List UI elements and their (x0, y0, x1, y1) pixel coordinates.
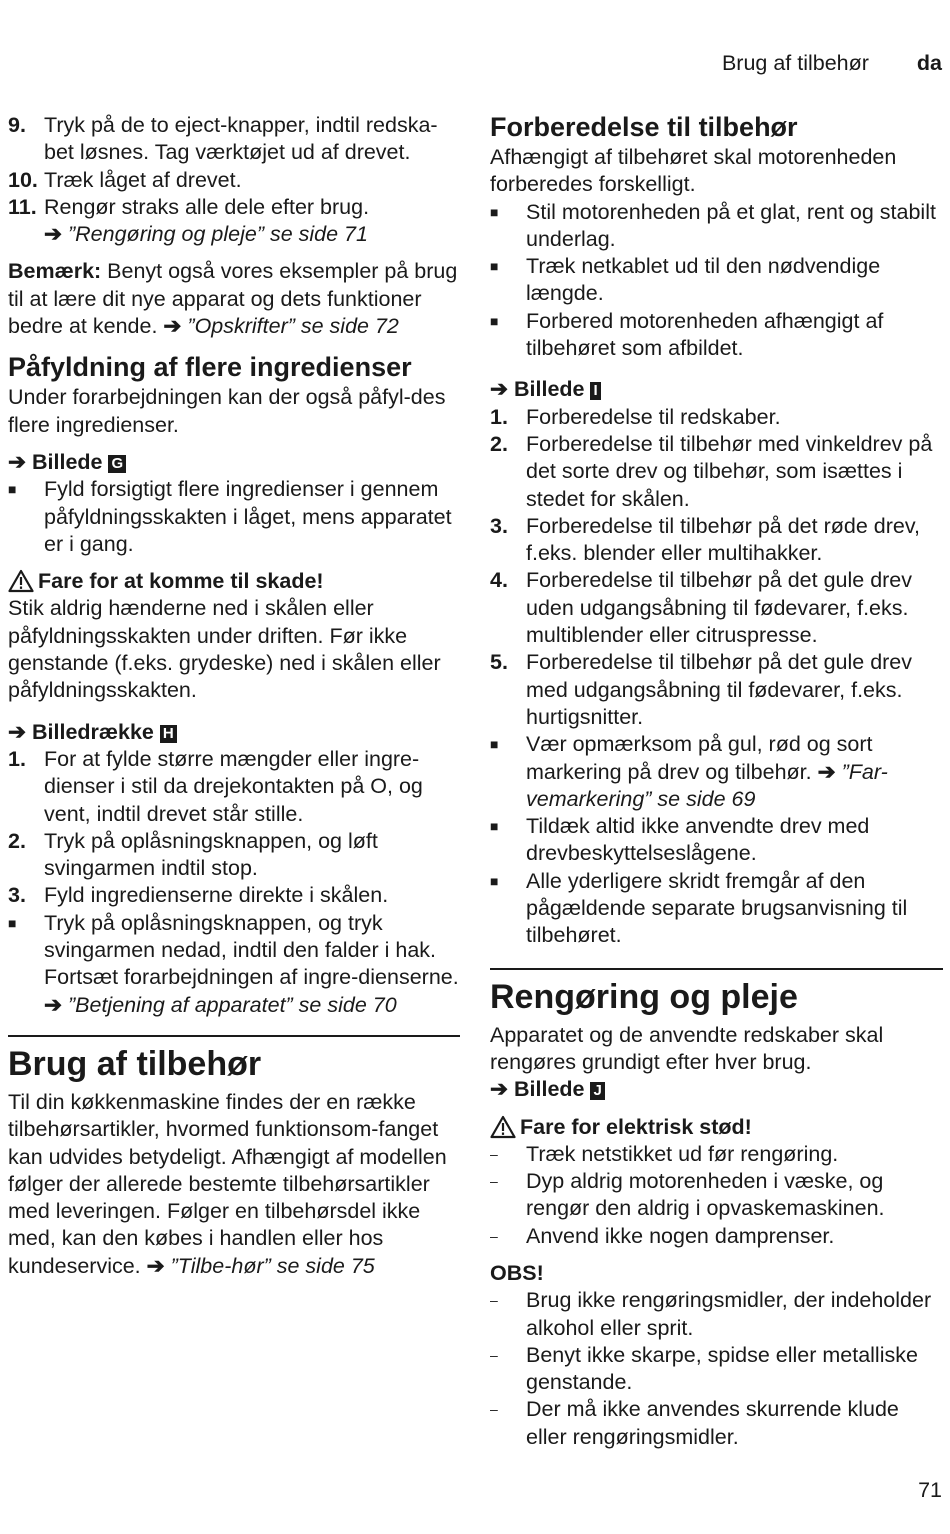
step-item: 9. Tryk på de to eject-knapper, indtil redska-bet løsnes. Tag værktøjet ud af drevet. (8, 113, 438, 165)
dash-item: – Dyp aldrig motorenheden i væske, og rengør den aldrig i opvaskemaskinen. (490, 1169, 885, 1221)
step-item: 10. Træk låget af drevet. (8, 167, 242, 192)
square-bullet-icon: ■ (490, 258, 499, 275)
dash-item: – Benyt ikke skarpe, spidse eller metalliske genstande. (490, 1342, 918, 1395)
figure-reference: ➔ Billede I (490, 376, 943, 403)
step-item: 1. For at fylde større mængder eller ingre-dienser i stil da drejekontakten på O, og vent, indtil drevet står stille. (8, 746, 423, 826)
figure-reference: ➔ Billedrække H (8, 719, 460, 746)
step-item: 3. Forberedelse til tilbehør på det røde drev, f.eks. blender eller multihakker. (490, 513, 920, 566)
paragraph: Under forarbejdningen kan der også påfyl-des flere ingredienser. (8, 385, 446, 437)
square-bullet-icon: ■ (490, 818, 499, 835)
chapter-heading: Brug af tilbehør (8, 1035, 460, 1083)
reference-link[interactable]: ”Betjening af apparatet” se side 70 (68, 992, 397, 1017)
square-bullet-icon: ■ (8, 914, 17, 931)
warning-text: Stik aldrig hænderne ned i skålen eller påfyldningsskakten under driften. Før ikke genstande (f.eks. grydeske) ned i skålen eller påfyldningsskakten. (8, 596, 441, 703)
bullet-item: ■ Fyld forsigtigt flere ingredienser i gennem påfyldningsskakten i låget, mens apparatet er i gang. (8, 476, 460, 558)
square-bullet-icon: ■ (490, 203, 499, 220)
dash-item: – Brug ikke rengøringsmidler, der indeholder alkohol eller sprit. (490, 1288, 932, 1340)
page-number: 71 (918, 1477, 942, 1502)
dash-item: – Træk netstikket ud før rengøring. (490, 1141, 839, 1166)
bullet-item: ■ Tryk på oplåsningsknappen, og tryk svingarmen nedad, indtil den falder i hak. Fortsæt forarbejdningen af ingre-dienserne. ➔ ”Betjening af apparatet” se side 70 (8, 910, 460, 1019)
warning-heading: Fare for elektrisk stød! (490, 1114, 943, 1141)
arrow-right-icon: ➔ (163, 314, 182, 339)
section-heading: Påfyldning af flere ingredienser (8, 352, 412, 383)
square-bullet-icon: ■ (490, 736, 499, 753)
bullet-item: ■ Stil motorenheden på et glat, rent og stabilt underlag. (490, 199, 943, 254)
bullet-item: ■ Tildæk altid ikke anvendte drev med drevbeskyttelseslågene. (490, 813, 943, 868)
arrow-right-icon: ➔ (44, 222, 63, 247)
header-language-code: da (916, 51, 942, 75)
obs-heading: OBS! (490, 1260, 544, 1285)
right-column (490, 112, 943, 1451)
paragraph: Apparatet og de anvendte redskaber skal rengøres grundigt efter hver brug. (490, 1022, 884, 1074)
square-bullet-icon: ■ (490, 872, 499, 889)
step-item: 2. Tryk på oplåsningsknappen, og løft svingarmen indtil stop. (8, 828, 378, 881)
figure-letter-badge: G (108, 455, 126, 473)
section-heading: Forberedelse til tilbehør (490, 112, 798, 142)
header-section-title: Brug af tilbehør (721, 51, 869, 75)
figure-reference: ➔ Billede J (490, 1076, 943, 1103)
page-header (722, 50, 942, 77)
figure-letter-badge: J (590, 1082, 604, 1100)
dash-item: – Anvend ikke nogen damprenser. (490, 1223, 835, 1248)
bullet-item: ■ Træk netkablet ud til den nødvendige længde. (490, 253, 943, 308)
paragraph: Afhængigt af tilbehøret skal motorenheden forberedes forskelligt. (490, 145, 897, 197)
arrow-right-icon: ➔ (490, 1077, 509, 1102)
bullet-item: ■ Alle yderligere skridt fremgår af den pågældende separate brugsanvisning til tilbehøret. (490, 868, 943, 950)
bullet-item: ■ Vær opmærksom på gul, rød og sort markering på drev og tilbehør. ➔ ”Far-vemarkering” se side 69 (490, 731, 943, 813)
arrow-right-icon: ➔ (8, 719, 27, 744)
arrow-right-icon: ➔ (490, 377, 509, 402)
figure-letter-badge: I (590, 382, 600, 400)
paragraph: Til din køkkenmaskine findes der en række tilbehørsartikler, hvormed funktionsom-fanget kan udvides betydeligt. Afhængigt af modellen følger der allerede bestemte tilbehørsartikler med leveringen. Følger en tilbehørsdel ikke med, kan den købes i handlen eller hos kundeservice. ➔ ”Tilbe-hør” se side 75 (8, 1089, 447, 1278)
left-column (8, 112, 460, 1280)
warning-heading: Fare for at komme til skade! (8, 568, 460, 595)
figure-reference: ➔ Billede G (8, 449, 460, 476)
step-item: 3. Fyld ingredienserne direkte i skålen. (8, 883, 389, 908)
arrow-right-icon: ➔ (8, 449, 27, 474)
reference-link[interactable]: ”Tilbe-hør” se side 75 (170, 1253, 375, 1278)
square-bullet-icon: ■ (8, 481, 17, 498)
dash-item: – Der må ikke anvendes skurrende klude eller rengøringsmidler. (490, 1397, 899, 1449)
reference-link[interactable]: ”Rengøring og pleje” se side 71 (68, 222, 368, 247)
step-item: 5. Forberedelse til tilbehør på det gule drev med udgangsåbning til fødevarer, f.eks. hurtigsnitter. (490, 650, 913, 729)
reference-link[interactable]: ”Far-vemarkering” se side 69 (526, 759, 888, 811)
step-item: 1. Forberedelse til redskaber. (490, 404, 781, 429)
arrow-right-icon: ➔ (44, 992, 63, 1017)
bullet-item: ■ Forbered motorenheden afhængigt af tilbehøret som afbildet. (490, 308, 943, 363)
figure-letter-badge: H (160, 725, 177, 743)
square-bullet-icon: ■ (490, 312, 499, 329)
arrow-right-icon: ➔ (146, 1253, 165, 1278)
step-item: 2. Forberedelse til tilbehør med vinkeldrev på det sorte drev og tilbehør, som isættes i stedet for skålen. (490, 431, 933, 511)
note-paragraph: Bemærk: Benyt også vores eksempler på brug til at lære dit nye apparat og dets funktioner bedre at kende. ➔ ”Opskrifter” se side 72 (8, 259, 458, 339)
step-item: 11. Rengør straks alle dele efter brug. (8, 194, 370, 219)
cross-reference (8, 221, 460, 248)
chapter-heading: Rengøring og pleje (490, 968, 943, 1016)
step-item: 4. Forberedelse til tilbehør på det gule drev uden udgangsåbning til fødevarer, f.eks. multiblender eller citruspresse. (490, 568, 913, 648)
reference-link[interactable]: ”Opskrifter” se side 72 (187, 314, 399, 339)
arrow-right-icon: ➔ (817, 759, 836, 784)
